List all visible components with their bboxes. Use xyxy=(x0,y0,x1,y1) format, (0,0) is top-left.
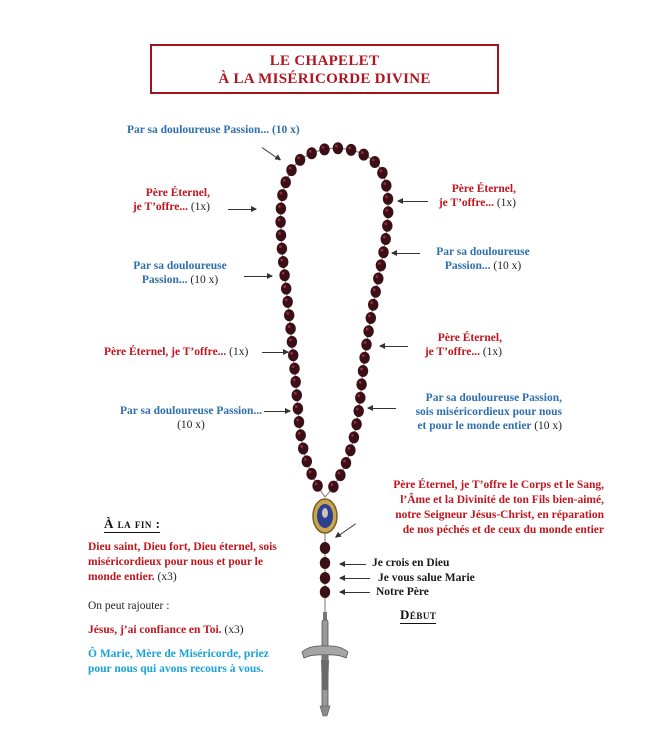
rosary-bead-highlight xyxy=(280,192,283,195)
rosary-bead-highlight xyxy=(322,146,325,149)
rosary-bead xyxy=(349,431,359,443)
label-right-pere-2: Père Éternel, je T’offre... (1x) xyxy=(424,332,502,358)
rosary-bead-highlight xyxy=(298,432,301,435)
rosary-bead xyxy=(302,455,312,467)
arrow-left-pere-1 xyxy=(228,209,256,210)
rosary-bead xyxy=(286,164,296,176)
rosary-bead xyxy=(276,203,286,215)
rosary-bead xyxy=(287,336,297,348)
rosary-bead-highlight xyxy=(300,445,303,448)
rosary-bead xyxy=(293,403,303,415)
rosary-bead-highlight xyxy=(304,458,307,461)
rosary-bead xyxy=(377,167,387,179)
rosary-bead xyxy=(319,143,329,155)
label-right-passion-2: Par sa douloureuse Passion... (10 x) xyxy=(436,246,530,272)
rosary-bead xyxy=(295,154,305,166)
rosary-bead-highlight xyxy=(335,145,338,148)
rosary-bead xyxy=(298,443,308,455)
label-right-pere-1: Père Éternel, je T’offre... (1x) xyxy=(438,183,516,209)
rosary-bead xyxy=(355,392,365,404)
rosary-bead-highlight xyxy=(351,434,354,437)
rosary-bead xyxy=(373,273,383,285)
arrow-credo xyxy=(340,564,366,565)
rosary-bead xyxy=(291,376,301,388)
rosary-bead xyxy=(356,378,366,390)
rosary-bead-highlight xyxy=(368,315,371,318)
rosary-bead-highlight xyxy=(290,352,293,355)
label-top-passion: Par sa douloureuse Passion... (10 x) xyxy=(127,124,300,136)
rosary-bead xyxy=(285,323,295,335)
label-offrande: Père Éternel, je T’offre le Corps et le Sang, l’Âme et la Divinité de ton Fils bien-aimé, notre Seigneur Jésus-Christ, en réparation de nos péchés et de ceux du monde entier xyxy=(393,479,604,536)
rosary-bead-highlight xyxy=(375,275,378,278)
rosary-bead-highlight xyxy=(385,209,388,212)
rosary-bead-highlight xyxy=(293,379,296,382)
rosary-bead xyxy=(307,147,317,159)
rosary-bead-highlight xyxy=(278,219,281,222)
rosary-bead-highlight xyxy=(354,421,357,424)
rosary-bead xyxy=(370,156,380,168)
divine-mercy-medal xyxy=(313,499,337,533)
rosary-bead xyxy=(312,480,322,492)
rosary-bead-highlight xyxy=(383,236,386,239)
rosary-bead xyxy=(328,481,338,493)
arrow-left-passion-2 xyxy=(244,276,272,277)
rosary-bead xyxy=(351,418,361,430)
fin-heading: À la fin : xyxy=(104,516,161,531)
arrow-left-passion-3 xyxy=(264,411,290,412)
rosary-stem-bead xyxy=(320,586,330,598)
label-left-pere-1: Père Éternel, je T’offre... (1x) xyxy=(132,187,210,213)
label-right-passion-3: Par sa douloureuse Passion, sois miséricordieux pour nous et pour le monde entier (10 x) xyxy=(415,392,562,432)
rosary-bead-highlight xyxy=(370,301,373,304)
rosary-bead xyxy=(363,325,373,337)
rosary-bead-highlight xyxy=(348,147,351,150)
rosary-bead-highlight xyxy=(378,262,381,265)
rosary-bead xyxy=(358,365,368,377)
rosary-bead-highlight xyxy=(289,167,292,170)
rosary-bead xyxy=(279,269,289,281)
title-line-2: À LA MISÉRICORDE DIVINE xyxy=(218,71,431,87)
rosary-bead xyxy=(281,176,291,188)
title-line-1: LE CHAPELET xyxy=(269,53,380,69)
fin-paragraph-1: Dieu saint, Dieu fort, Dieu éternel, sois miséricordieux pour nous et pour le monde entier. (x3) xyxy=(88,541,277,583)
rosary-bead xyxy=(296,429,306,441)
arrow-left-pere-2 xyxy=(262,352,288,353)
rosary-bead-highlight xyxy=(294,392,297,395)
rosary-bead-highlight xyxy=(381,249,384,252)
rosary-bead-highlight xyxy=(361,151,364,154)
rosary-bead xyxy=(345,444,355,456)
rosary-bead-highlight xyxy=(385,196,388,199)
rosary-bead-highlight xyxy=(338,472,341,475)
rosary-bead xyxy=(333,142,343,154)
rosary-bead-highlight xyxy=(373,288,376,291)
rosary-bead-highlight xyxy=(280,259,283,262)
label-left-passion-2: Par sa douloureuse Passion... (10 x) xyxy=(133,260,227,286)
fin-paragraph-3: Ô Marie, Mère de Miséricorde, priez pour nous qui avons recours à vous. xyxy=(88,648,269,675)
rosary-bead xyxy=(294,416,304,428)
rosary-bead-highlight xyxy=(348,447,351,450)
rosary-bead xyxy=(288,349,298,361)
rosary-bead-highlight xyxy=(331,483,334,486)
rosary-bead xyxy=(383,206,393,218)
arrow-right-pere-2 xyxy=(380,346,408,347)
label-pater: Notre Père xyxy=(376,586,429,598)
arrow-right-passion-2 xyxy=(392,253,420,254)
arrow-pater xyxy=(340,592,370,593)
rosary-bead xyxy=(383,193,393,205)
rosary-bead-highlight xyxy=(356,408,359,411)
rosary-bead xyxy=(354,405,364,417)
rosary-bead-highlight xyxy=(372,159,375,162)
label-debut: Début xyxy=(400,607,437,622)
rosary-bead-highlight xyxy=(309,471,312,474)
rosary-bead xyxy=(366,312,376,324)
rosary-bead-highlight xyxy=(279,245,282,248)
rosary-bead-highlight xyxy=(295,405,298,408)
rosary-bead xyxy=(306,468,316,480)
rosary-bead-highlight xyxy=(366,328,369,331)
rosary-bead-highlight xyxy=(384,222,387,225)
rosary-bead-highlight xyxy=(364,341,367,344)
rosary-bead xyxy=(359,149,369,161)
rosary-bead-highlight xyxy=(380,170,383,173)
rosary-bead-highlight xyxy=(383,182,386,185)
rosary-bead xyxy=(378,246,388,258)
rosary-bead xyxy=(283,296,293,308)
arrow-ave xyxy=(340,578,370,579)
rosary-bead-highlight xyxy=(288,325,291,328)
arrow-right-passion-3 xyxy=(368,408,396,409)
rosary-bead-highlight xyxy=(359,381,362,384)
rosary-bead-highlight xyxy=(296,419,299,422)
rosary-bead-highlight xyxy=(283,285,286,288)
label-left-passion-3: Par sa douloureuse Passion... (10 x) xyxy=(119,405,263,431)
rosary-bead xyxy=(381,233,391,245)
rosary-bead-highlight xyxy=(278,205,281,208)
rosary-bead xyxy=(376,259,386,271)
label-ave: Je vous salue Marie xyxy=(378,572,475,584)
rosary-bead xyxy=(371,286,381,298)
label-left-pere-2: Père Éternel, je T’offre... (1x) xyxy=(104,346,249,358)
rosary-bead xyxy=(359,352,369,364)
rosary-bead xyxy=(289,363,299,375)
rosary-bead xyxy=(276,229,286,241)
rosary-bead-highlight xyxy=(297,157,300,160)
rosary-bead xyxy=(281,283,291,295)
rosary-bead-highlight xyxy=(315,482,318,485)
rosary-stem-bead xyxy=(320,557,330,569)
rosary-bead xyxy=(368,299,378,311)
crucifix-icon xyxy=(302,612,348,716)
rosary-bead-highlight xyxy=(282,272,285,275)
rosary-bead-highlight xyxy=(362,354,365,357)
rosary-bead xyxy=(284,309,294,321)
arrow-right-pere-1 xyxy=(398,201,428,202)
rosary-bead-highlight xyxy=(343,460,346,463)
rosary-bead-highlight xyxy=(278,232,281,235)
rosary-bead xyxy=(277,189,287,201)
rosary-bead-highlight xyxy=(357,394,360,397)
rosary-bead-highlight xyxy=(285,299,288,302)
rosary-bead xyxy=(341,457,351,469)
fin-paragraph-2: Jésus, j’ai confiance en Toi. (x3) xyxy=(88,624,244,636)
rosary-bead-highlight xyxy=(309,150,312,153)
rosary-bead xyxy=(381,180,391,192)
rosary-bead xyxy=(292,389,302,401)
rosary-bead xyxy=(277,243,287,255)
rosary-bead xyxy=(278,256,288,268)
rosary-bead-highlight xyxy=(360,368,363,371)
rosary-bead-highlight xyxy=(292,365,295,368)
fin-note: On peut rajouter : xyxy=(88,600,170,612)
rosary-bead xyxy=(275,216,285,228)
rosary-bead-highlight xyxy=(286,312,289,315)
rosary-bead-highlight xyxy=(289,339,292,342)
rosary-stem-bead xyxy=(320,542,330,554)
rosary-bead xyxy=(361,339,371,351)
rosary-stem-bead xyxy=(320,572,330,584)
rosary-bead-highlight xyxy=(283,179,286,182)
rosary-bead xyxy=(346,144,356,156)
label-credo: Je crois en Dieu xyxy=(372,557,450,569)
rosary-bead xyxy=(382,220,392,232)
